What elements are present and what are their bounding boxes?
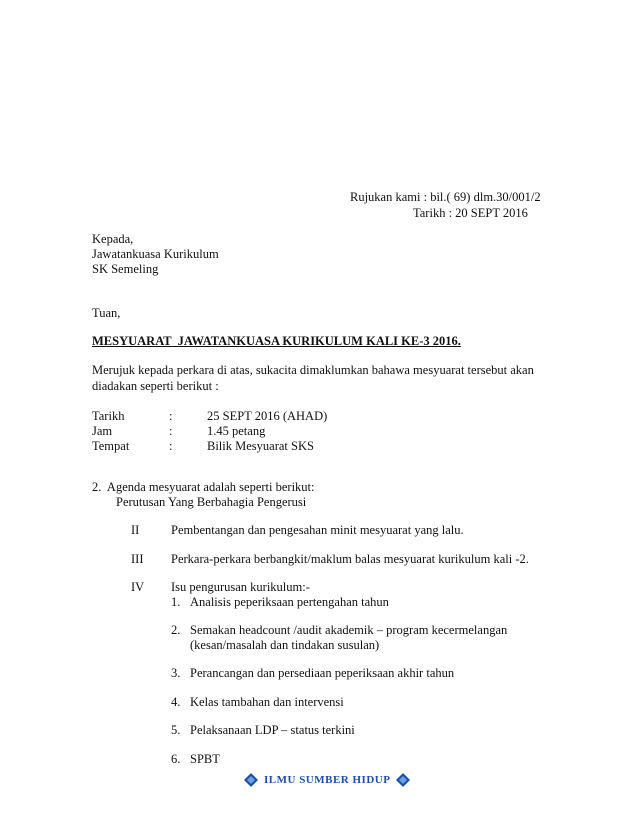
sub-item-text: Kelas tambahan dan intervensi (190, 695, 344, 709)
diamond-icon (396, 773, 410, 787)
letter-date: Tarikh : 20 SEPT 2016 (413, 206, 528, 220)
intro-line-2: diadakan seperti berikut : (92, 379, 219, 393)
detail-label-tarikh: Tarikh (92, 409, 125, 423)
recipient-line-3: SK Semeling (92, 262, 159, 276)
sub-item-text: Semakan headcount /audit akademik – program kecermelangan (190, 623, 508, 637)
sub-item-text: Analisis peperiksaan pertengahan tahun (190, 595, 389, 609)
detail-value-tempat: Bilik Mesyuarat SKS (207, 439, 314, 453)
detail-value-tarikh: 25 SEPT 2016 (AHAD) (207, 409, 328, 423)
diamond-icon (244, 773, 258, 787)
sub-item-num: 4. (171, 695, 181, 709)
agenda-item-4: Isu pengurusan kurikulum:- (171, 580, 310, 594)
agenda-num-2: II (131, 523, 140, 537)
reference-number: Rujukan kami : bil.( 69) dlm.30/001/2 (350, 190, 541, 204)
detail-sep: : (169, 409, 173, 423)
agenda-num-3: III (131, 552, 144, 566)
detail-label-tempat: Tempat (92, 439, 130, 453)
salutation: Tuan, (92, 306, 121, 320)
sub-item-continuation: (kesan/masalah dan tindakan susulan) (190, 638, 380, 652)
sub-item-text: Pelaksanaan LDP – status terkini (190, 723, 355, 737)
recipient-line-1: Kepada, (92, 232, 134, 246)
recipient-line-2: Jawatankuasa Kurikulum (92, 247, 219, 261)
sub-item-text: SPBT (190, 752, 220, 766)
sub-item-num: 5. (171, 723, 181, 737)
agenda-item-3: Perkara-perkara berbangkit/maklum balas mesyuarat kurikulum kali -2. (171, 552, 529, 566)
detail-value-jam: 1.45 petang (207, 424, 266, 438)
detail-sep: : (169, 439, 173, 453)
detail-sep: : (169, 424, 173, 438)
sub-item-num: 3. (171, 666, 181, 680)
sub-item-num: 6. (171, 752, 181, 766)
sub-item-num: 2. (171, 623, 181, 637)
sub-item-text: Perancangan dan persediaan peperiksaan akhir tahun (190, 666, 455, 680)
footer-motto (244, 772, 410, 788)
agenda-intro: 2. Agenda mesyuarat adalah seperti berikut: (92, 480, 315, 494)
agenda-num-4: IV (131, 580, 145, 594)
agenda-item-2: Pembentangan dan pengesahan minit mesyuarat yang lalu. (171, 523, 464, 537)
agenda-item-1: Perutusan Yang Berbahagia Pengerusi (116, 495, 307, 509)
footer-motto-text: ILMU SUMBER HIDUP (264, 774, 391, 786)
subject-heading: MESYUARAT JAWATANKUASA KURIKULUM KALI KE-3 2016. (92, 334, 461, 348)
intro-line-1: Merujuk kepada perkara di atas, sukacita dimaklumkan bahawa mesyuarat tersebut akan (92, 363, 534, 377)
sub-item-num: 1. (171, 595, 181, 609)
detail-label-jam: Jam (92, 424, 113, 438)
